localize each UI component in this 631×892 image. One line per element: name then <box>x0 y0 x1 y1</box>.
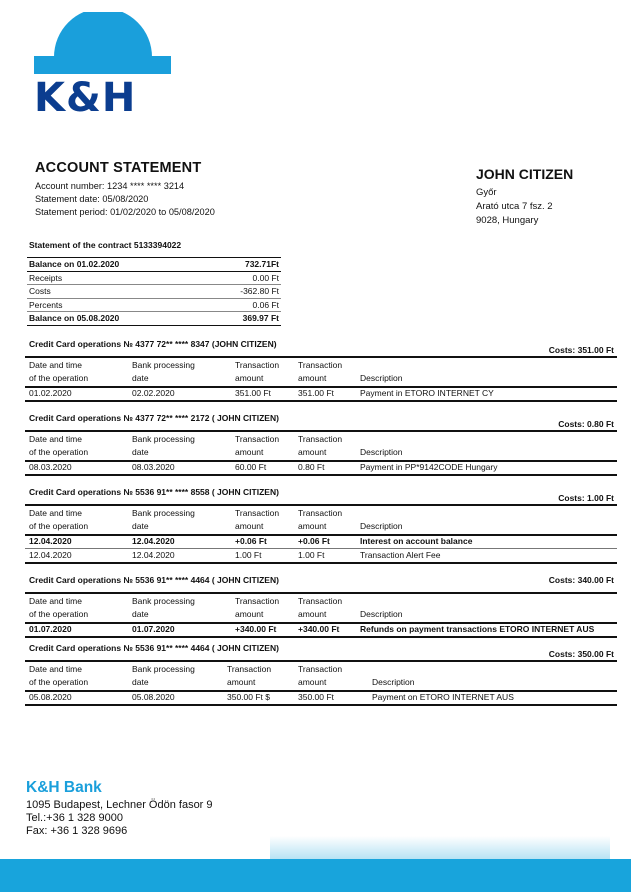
contract-title: Statement of the contract 5133394022 <box>29 240 182 250</box>
logo-circle-shape <box>54 12 152 57</box>
section-costs: Costs: 350.00 Ft <box>548 649 614 659</box>
section-costs: Costs: 351.00 Ft <box>548 345 614 355</box>
row-rule <box>25 400 617 402</box>
summary-row <box>27 258 281 272</box>
row-amount: 350.00 Ft $ <box>227 692 271 702</box>
header-transaction-amount: Transaction <box>298 664 343 674</box>
header-bank-date: date <box>132 447 149 457</box>
header-bank-date: date <box>132 521 149 531</box>
row-amount: 1.00 Ft <box>235 550 262 560</box>
row-rule <box>25 562 617 564</box>
header-date: Date and time <box>29 596 82 606</box>
summary-row <box>27 298 281 312</box>
row-description: Transaction Alert Fee <box>360 550 441 560</box>
header-description: Description <box>372 677 415 687</box>
summary-label: Costs <box>27 285 202 299</box>
header-date: Date and time <box>29 664 82 674</box>
header-transaction-amount: amount <box>227 677 256 687</box>
header-transaction-amount: amount <box>298 609 327 619</box>
header-date: of the operation <box>29 447 89 457</box>
header-transaction-amount: Transaction <box>298 508 343 518</box>
header-transaction-amount: Transaction <box>298 596 343 606</box>
row-description: Payment in PP*9142CODE Hungary <box>360 462 498 472</box>
customer-name: JOHN CITIZEN <box>476 166 574 182</box>
statement-title: ACCOUNT STATEMENT <box>35 160 202 176</box>
row-bank-date: 01.07.2020 <box>132 624 175 634</box>
header-transaction-amount: amount <box>235 609 264 619</box>
row-amount: 60.00 Ft <box>235 462 267 472</box>
header-transaction-amount: amount <box>298 447 327 457</box>
header-transaction-amount: amount <box>298 373 327 383</box>
row-bank-date: 02.02.2020 <box>132 388 175 398</box>
customer-city: Győr <box>476 187 497 198</box>
row-amount: +340.00 Ft <box>235 624 277 634</box>
statement-period: Statement period: 01/02/2020 to 05/08/2020 <box>35 207 215 217</box>
header-date: of the operation <box>29 521 89 531</box>
header-bank-date: Bank processing <box>132 360 195 370</box>
account-number: Account number: 1234 **** **** 3214 <box>35 181 185 191</box>
header-description: Description <box>360 609 403 619</box>
row-date: 12.04.2020 <box>29 550 72 560</box>
row-amount: +0.06 Ft <box>298 536 330 546</box>
header-bank-date: Bank processing <box>132 508 195 518</box>
balance-summary-table <box>27 257 281 326</box>
header-description: Description <box>360 447 403 457</box>
row-amount: +0.06 Ft <box>235 536 267 546</box>
header-transaction-amount: Transaction <box>235 434 280 444</box>
summary-label: Receipts <box>27 271 202 285</box>
header-transaction-amount: Transaction <box>235 596 280 606</box>
section-costs: Costs: 340.00 Ft <box>548 575 614 585</box>
logo-wordmark: K&H <box>34 75 137 121</box>
header-transaction-amount: amount <box>298 677 327 687</box>
header-transaction-amount: Transaction <box>298 360 343 370</box>
section-title: Credit Card operations № 4377 72** **** 2172 ( JOHN CITIZEN) <box>29 413 279 423</box>
header-date: of the operation <box>29 609 89 619</box>
section-top-rule <box>25 430 617 432</box>
header-bank-date: date <box>132 373 149 383</box>
header-date: Date and time <box>29 360 82 370</box>
summary-value: 369.97 Ft <box>202 312 281 326</box>
header-transaction-amount: Transaction <box>227 664 272 674</box>
section-costs: Costs: 0.80 Ft <box>558 419 614 429</box>
summary-row <box>27 271 281 285</box>
header-transaction-amount: Transaction <box>298 434 343 444</box>
summary-value: 0.06 Ft <box>202 298 281 312</box>
section-top-rule <box>25 592 617 594</box>
header-description: Description <box>360 521 403 531</box>
footer-fax: Fax: +36 1 328 9696 <box>26 825 128 837</box>
logo-blue-bar <box>34 56 171 74</box>
section-top-rule <box>25 504 617 506</box>
row-date: 08.03.2020 <box>29 462 72 472</box>
summary-label: Balance on 05.08.2020 <box>27 312 202 326</box>
header-date: Date and time <box>29 434 82 444</box>
header-bank-date: Bank processing <box>132 596 195 606</box>
header-description: Description <box>360 373 403 383</box>
row-rule <box>25 704 617 706</box>
header-transaction-amount: Transaction <box>235 508 280 518</box>
customer-zip: 9028, Hungary <box>476 215 539 226</box>
section-top-rule <box>25 356 617 358</box>
header-bank-date: date <box>132 609 149 619</box>
summary-label: Percents <box>27 298 202 312</box>
row-rule <box>25 474 617 476</box>
row-date: 12.04.2020 <box>29 536 72 546</box>
header-date: Date and time <box>29 508 82 518</box>
header-transaction-amount: amount <box>235 521 264 531</box>
section-title: Credit Card operations № 5536 91** **** 8558 ( JOHN CITIZEN) <box>29 487 279 497</box>
footer-address: 1095 Budapest, Lechner Ödön fasor 9 <box>26 799 213 811</box>
row-bank-date: 05.08.2020 <box>132 692 175 702</box>
row-amount: 0.80 Ft <box>298 462 325 472</box>
row-bank-date: 12.04.2020 <box>132 550 175 560</box>
section-top-rule <box>25 660 617 662</box>
section-title: Credit Card operations № 5536 91** **** 4464 ( JOHN CITIZEN) <box>29 643 279 653</box>
row-rule <box>25 636 617 638</box>
summary-row <box>27 285 281 299</box>
row-date: 05.08.2020 <box>29 692 72 702</box>
row-amount: 350.00 Ft <box>298 692 334 702</box>
row-amount: 1.00 Ft <box>298 550 325 560</box>
statement-date: Statement date: 05/08/2020 <box>35 194 149 204</box>
row-date: 01.02.2020 <box>29 388 72 398</box>
header-bank-date: date <box>132 677 149 687</box>
summary-label: Balance on 01.02.2020 <box>27 258 202 272</box>
header-transaction-amount: amount <box>235 373 264 383</box>
header-date: of the operation <box>29 373 89 383</box>
row-bank-date: 08.03.2020 <box>132 462 175 472</box>
footer-bank-name: K&H Bank <box>26 779 102 796</box>
footer-tel: Tel.:+36 1 328 9000 <box>26 812 123 824</box>
summary-value: 0.00 Ft <box>202 271 281 285</box>
section-costs: Costs: 1.00 Ft <box>558 493 614 503</box>
row-description: Interest on account balance <box>360 536 473 546</box>
header-transaction-amount: amount <box>235 447 264 457</box>
row-description: Payment in ETORO INTERNET CY <box>360 388 494 398</box>
row-amount: 351.00 Ft <box>235 388 271 398</box>
header-bank-date: Bank processing <box>132 664 195 674</box>
row-bank-date: 12.04.2020 <box>132 536 175 546</box>
footer-blue-bar <box>0 859 631 892</box>
summary-row <box>27 312 281 326</box>
row-date: 01.07.2020 <box>29 624 72 634</box>
header-transaction-amount: amount <box>298 521 327 531</box>
header-transaction-amount: Transaction <box>235 360 280 370</box>
summary-value: 732.71Ft <box>202 258 281 272</box>
row-description: Payment on ETORO INTERNET AUS <box>372 692 514 702</box>
summary-value: -362.80 Ft <box>202 285 281 299</box>
section-title: Credit Card operations № 4377 72** **** 8347 (JOHN CITIZEN) <box>29 339 277 349</box>
header-bank-date: Bank processing <box>132 434 195 444</box>
row-amount: 351.00 Ft <box>298 388 334 398</box>
row-amount: +340.00 Ft <box>298 624 340 634</box>
section-title: Credit Card operations № 5536 91** **** 4464 ( JOHN CITIZEN) <box>29 575 279 585</box>
header-date: of the operation <box>29 677 89 687</box>
row-description: Refunds on payment transactions ETORO INTERNET AUS <box>360 624 595 634</box>
customer-street: Arató utca 7 fsz. 2 <box>476 201 553 212</box>
